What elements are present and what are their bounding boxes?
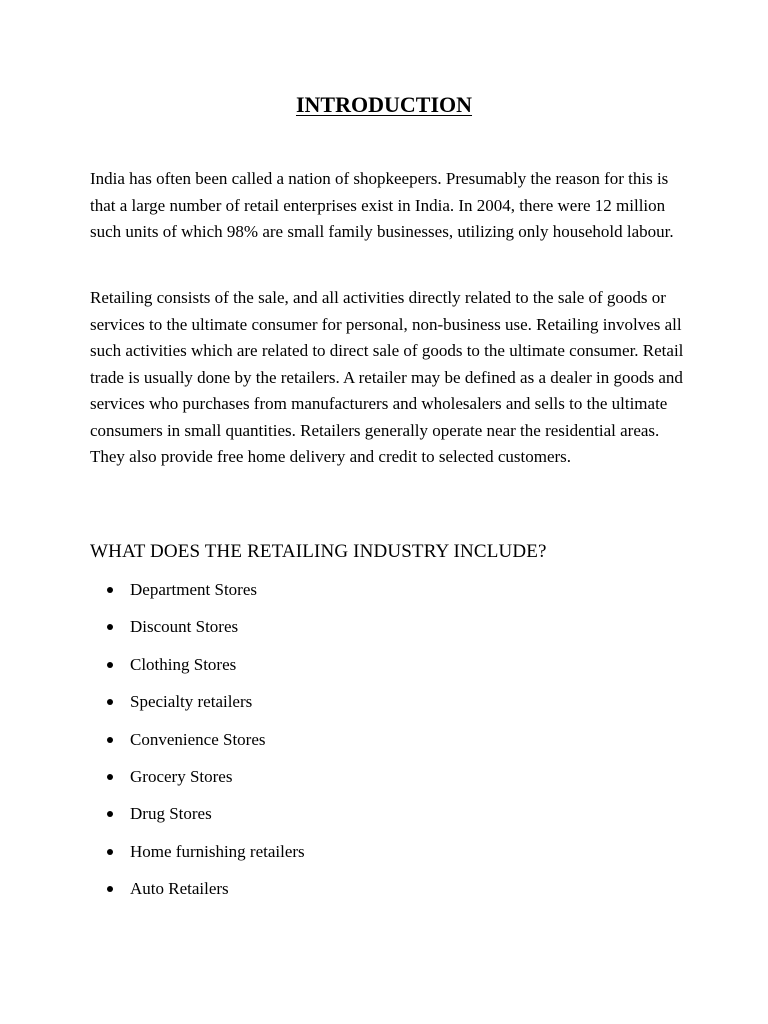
list-item-label: Home furnishing retailers — [130, 841, 305, 861]
bullet-icon — [107, 699, 113, 705]
paragraph-intro: India has often been called a nation of shopkeepers. Presumably the reason for this is that a large number of retail enterprises exist in India. In 2004, there were 12 million such units of which 98% are small family businesses, utilizing only household labour. — [90, 169, 674, 241]
list-item-label: Discount Stores — [130, 617, 239, 637]
bullet-icon — [107, 811, 113, 817]
bullet-icon — [107, 587, 113, 593]
list-item — [90, 688, 590, 725]
list-item-label: Specialty retailers — [130, 692, 253, 712]
bullet-icon — [107, 774, 113, 780]
bullet-icon — [107, 662, 113, 668]
bullet-icon — [107, 849, 113, 855]
list-item-label: Department Stores — [130, 580, 257, 599]
list-item — [90, 726, 590, 763]
bullet-icon — [107, 737, 113, 743]
paragraph-retailing: Retailing consists of the sale, and all activities directly related to the sale of goods or services to the ultimate consumer for personal, non-business use. Retailing involves all such activities which are related to direct sale of goods to the ultimate consumer. Retail trade is usually done by the retailers. A retailer may be defined as a dealer in goods and services who purchases from manufacturers and wholesalers and sells to the ultimate consumers in small quantities. Retailers generally operate near the residential areas. They also provide free home delivery and credit to selected customers. — [90, 288, 684, 466]
list-item — [90, 651, 590, 688]
section-heading: WHAT DOES THE RETAILING INDUSTRY INCLUDE? — [90, 541, 547, 562]
list-item-label: Drug Stores — [130, 804, 212, 824]
bullet-icon — [107, 624, 113, 630]
bullet-icon — [107, 886, 113, 892]
list-item-label: Grocery Stores — [130, 766, 233, 786]
list-item-label: Convenience Stores — [130, 729, 266, 749]
list-item — [90, 576, 590, 613]
retail-types-list — [90, 576, 590, 913]
list-item — [90, 613, 590, 650]
list-item — [90, 875, 590, 912]
list-item-label: Auto Retailers — [130, 879, 229, 899]
list-item-label: Clothing Stores — [130, 654, 237, 674]
page-title — [0, 90, 768, 120]
page-title-text: INTRODUCTION — [295, 92, 473, 117]
list-item — [90, 800, 590, 837]
list-item — [90, 763, 590, 800]
list-item — [90, 838, 590, 875]
